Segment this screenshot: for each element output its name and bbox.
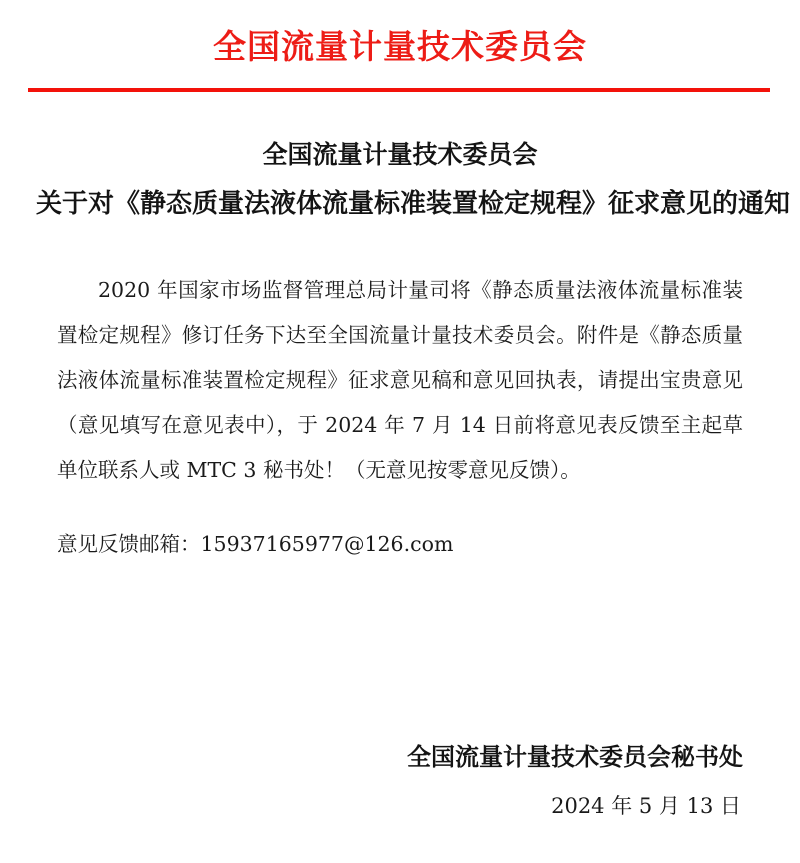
body-paragraph: 2020 年国家市场监督管理总局计量司将《静态质量法液体流量标准装置检定规程》修订任务下达至全国流量计量技术委员会。附件是《静态质量法液体流量标准装置检定规程》征求意见稿和意见回执表，请提出宝贵意见（意见填写在意见表中），于 2024 年 7 月 14 日前将意见表反馈至主起草单位联系人或 MTC 3 秘书处！（无意见按零意见反馈）。 [57,278,743,482]
signature-organization: 全国流量计量技术委员会秘书处 [407,743,743,771]
document-title-organization: 全国流量计量技术委员会 [262,140,538,169]
letterhead-divider-rule [28,88,770,92]
document-body [57,268,743,493]
feedback-email-label: 意见反馈邮箱： [57,532,201,556]
signature-date: 2024 年 5 月 13 日 [551,794,741,818]
letterhead [0,0,800,104]
letterhead-title: 全国流量计量技术委员会 [213,27,587,66]
feedback-email-address: 15937165977@126.com [200,532,454,556]
signature-block [0,740,743,821]
feedback-email-line [57,528,743,560]
document-title-subject: 关于对《静态质量法液体流量标准装置检定规程》征求意见的通知 [36,189,791,219]
